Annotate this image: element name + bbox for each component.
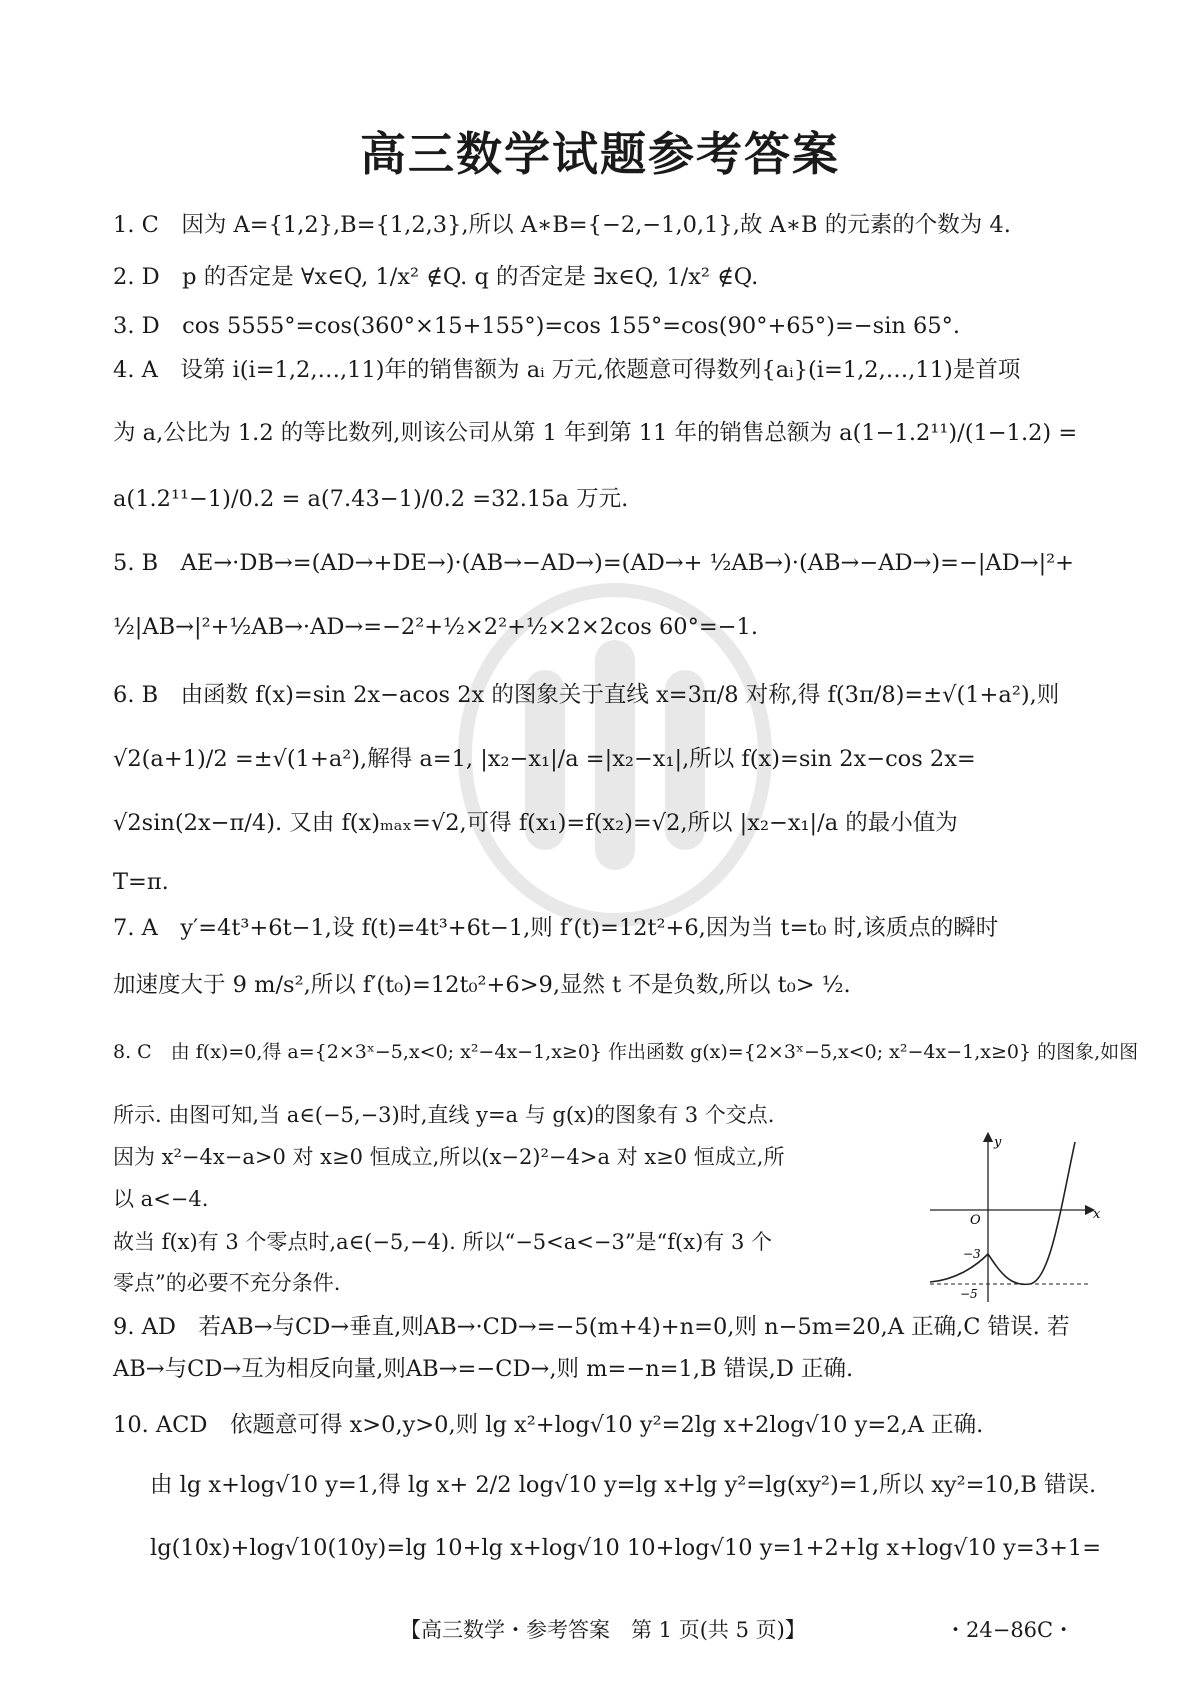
answer-4-line-1: 4. A 设第 i(i=1,2,…,11)年的销售额为 aᵢ 万元,依题意可得数列{aᵢ}(i=1,2,…,11)是首项: [113, 357, 1021, 383]
answer-4-line-2: 为 a,公比为 1.2 的等比数列,则该公司从第 1 年到第 11 年的销售总额为 a(1−1.2¹¹)/(1−1.2) =: [113, 420, 1078, 446]
answer-10-line-3: lg(10x)+log√10(10y)=lg 10+lg x+log√10 10+log√10 y=1+2+lg x+log√10 y=3+1=: [150, 1535, 1102, 1561]
answer-8-line-1: 8. C 由 f(x)=0,得 a={2×3ˣ−5,x<0; x²−4x−1,x≥0} 作出函数 g(x)={2×3ˣ−5,x<0; x²−4x−1,x≥0} 的图象,如图: [113, 1041, 1139, 1063]
axis-y-label: y: [994, 1135, 1002, 1150]
answer-7-line-1: 7. A y′=4t³+6t−1,设 f(t)=4t³+6t−1,则 f′(t)=12t²+6,因为当 t=t₀ 时,该质点的瞬时: [113, 915, 999, 941]
answer-10-line-1: 10. ACD 依题意可得 x>0,y>0,则 lg x²+log√10 y²=2lg x+2log√10 y=2,A 正确.: [113, 1412, 984, 1438]
answer-9-line-1: 9. AD 若AB→与CD→垂直,则AB→·CD→=−5(m+4)+n=0,则 n−5m=20,A 正确,C 错误. 若: [113, 1314, 1070, 1340]
answer-8-line-4: 以 a<−4.: [113, 1187, 209, 1211]
answer-4-line-3: a(1.2¹¹−1)/0.2 = a(7.43−1)/0.2 =32.15a 万元.: [113, 486, 629, 512]
answer-8-line-2: 所示. 由图可知,当 a∈(−5,−3)时,直线 y=a 与 g(x)的图象有 3 个交点.: [113, 1103, 775, 1127]
mark-neg5: −5: [960, 1287, 978, 1301]
answer-9-line-2: AB→与CD→互为相反向量,则AB→=−CD→,则 m=−n=1,B 错误,D 正确.: [113, 1356, 854, 1382]
function-graph: [930, 1132, 1100, 1307]
curve-parabola-branch: [988, 1142, 1075, 1284]
answer-6-line-4: T=π.: [113, 869, 169, 895]
page-title: 高三数学试题参考答案: [360, 127, 840, 181]
answer-1: 1. C 因为 A={1,2},B={1,2,3},所以 A∗B={−2,−1,0,1},故 A∗B 的元素的个数为 4.: [113, 212, 1011, 238]
answer-10-line-2: 由 lg x+log√10 y=1,得 lg x+ 2/2 log√10 y=lg x+lg y²=lg(xy²)=1,所以 xy²=10,B 错误.: [150, 1472, 1097, 1498]
answer-5-line-2: ½|AB→|²+½AB→·AD→=−2²+½×2²+½×2×2cos 60°=−1.: [113, 614, 758, 640]
answer-8-line-6: 零点”的必要不充分条件.: [113, 1271, 341, 1295]
answer-8-line-5: 故当 f(x)有 3 个零点时,a∈(−5,−4). 所以“−5<a<−3”是“f(x)有 3 个: [113, 1230, 772, 1254]
answer-8-line-3: 因为 x²−4x−a>0 对 x≥0 恒成立,所以(x−2)²−4>a 对 x≥0 恒成立,所: [113, 1145, 785, 1169]
answer-5-line-1: 5. B AE→·DB→=(AD→+DE→)·(AB→−AD→)=(AD→+ ½AB→)·(AB→−AD→)=−|AD→|²+: [113, 550, 1075, 576]
axis-x-label: x: [1093, 1207, 1100, 1222]
mark-neg3: −3: [963, 1247, 981, 1261]
answer-7-line-2: 加速度大于 9 m/s²,所以 f′(t₀)=12t₀²+6>9,显然 t 不是负数,所以 t₀> ½.: [113, 972, 851, 998]
footer-page-info: 【高三数学・参考答案 第 1 页(共 5 页)】: [400, 1618, 806, 1642]
answer-3: 3. D cos 5555°=cos(360°×15+155°)=cos 155°=cos(90°+65°)=−sin 65°.: [113, 313, 961, 339]
answer-6-line-1: 6. B 由函数 f(x)=sin 2x−acos 2x 的图象关于直线 x=3π/8 对称,得 f(3π/8)=±√(1+a²),则: [113, 682, 1060, 708]
answer-6-line-2: √2(a+1)/2 =±√(1+a²),解得 a=1, |x₂−x₁|/a =|x₂−x₁|,所以 f(x)=sin 2x−cos 2x=: [113, 746, 976, 772]
answer-2: 2. D p 的否定是 ∀x∈Q, 1/x² ∉Q. q 的否定是 ∃x∈Q, 1/x² ∉Q.: [113, 264, 759, 290]
footer-code: ・24−86C・: [945, 1618, 1075, 1642]
origin-label: O: [970, 1213, 981, 1228]
answer-6-line-3: √2sin(2x−π/4). 又由 f(x)ₘₐₓ=√2,可得 f(x₁)=f(x₂)=√2,所以 |x₂−x₁|/a 的最小值为: [113, 810, 958, 836]
